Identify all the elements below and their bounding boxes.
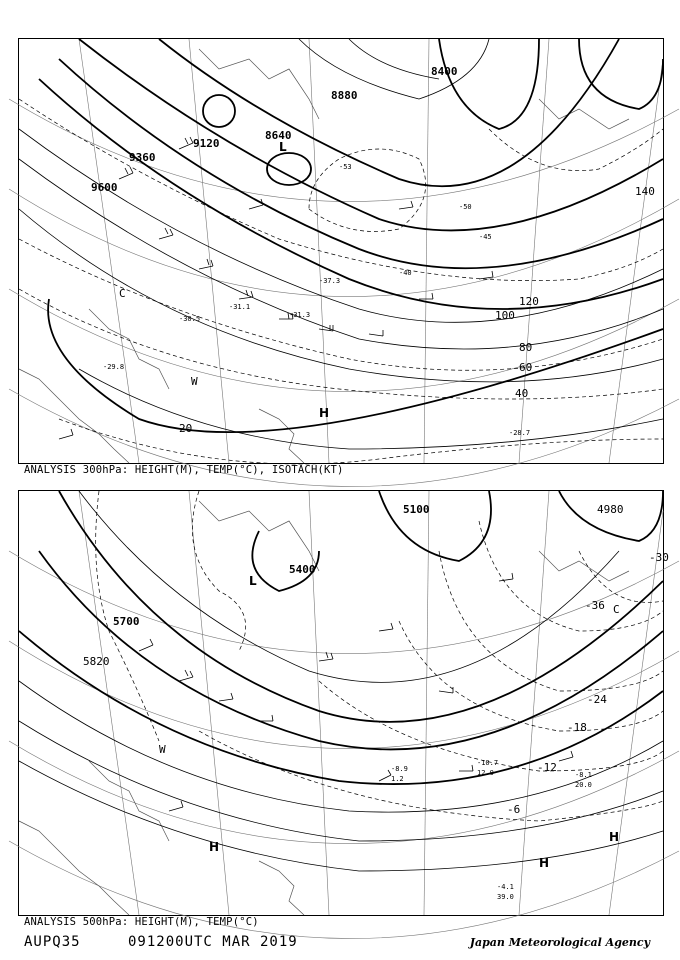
cold-center: C bbox=[119, 287, 126, 300]
station-value: 20.0 bbox=[575, 781, 592, 789]
panel-caption-500hpa: ANALYSIS 500hPa: HEIGHT(M), TEMP(°C) bbox=[24, 916, 259, 928]
temp-label: -40 bbox=[399, 269, 412, 277]
panel-caption-300hpa: ANALYSIS 300hPa: HEIGHT(M), TEMP(°C), ISOTACH(KT) bbox=[24, 464, 344, 476]
coastline bbox=[19, 501, 629, 915]
temp-label: -28.7 bbox=[509, 429, 531, 437]
height-label: 5400 bbox=[289, 563, 316, 576]
latlon-grid bbox=[9, 39, 679, 487]
station-value: -8.9 bbox=[391, 765, 408, 773]
station-value: 1.2 bbox=[391, 775, 404, 783]
temp-label: -24 bbox=[587, 693, 607, 706]
temp-label: -6 bbox=[507, 803, 521, 816]
low-center: L bbox=[249, 574, 257, 588]
warm-center: W bbox=[159, 743, 166, 756]
temp-label: -18 bbox=[567, 721, 587, 734]
temp-label: -36 bbox=[585, 599, 605, 612]
temp-label: -29.8 bbox=[103, 363, 125, 371]
temp-label: -30.5 bbox=[179, 315, 201, 323]
station-value: -4.1 bbox=[497, 883, 514, 891]
map-300hpa bbox=[18, 38, 664, 464]
temp-label: -37.3 bbox=[319, 277, 341, 285]
height-label: 5700 bbox=[113, 615, 140, 628]
chart-id: AUPQ35 bbox=[24, 934, 81, 950]
isotherm-contours bbox=[19, 99, 663, 464]
valid-time: 091200UTC MAR 2019 bbox=[128, 934, 298, 950]
high-center: H bbox=[319, 406, 330, 420]
agency-credit: Japan Meteorological Agency bbox=[469, 936, 650, 949]
isotach-label: 80 bbox=[519, 341, 533, 354]
map-500hpa bbox=[18, 490, 669, 916]
latlon-grid bbox=[9, 491, 679, 939]
high-center: H bbox=[539, 856, 550, 870]
station-value: 12.0 bbox=[477, 769, 494, 777]
high-center: H bbox=[209, 840, 220, 854]
high-center: H bbox=[609, 830, 620, 844]
wind-barbs bbox=[139, 573, 573, 811]
isotach-label: 40 bbox=[515, 387, 529, 400]
isotach-label: 140 bbox=[635, 185, 655, 198]
low-center: L bbox=[279, 140, 287, 154]
temp-label: -45 bbox=[479, 233, 492, 241]
temp-label: -53 bbox=[339, 163, 352, 171]
temp-label: -12 bbox=[537, 761, 557, 774]
contour-labels bbox=[91, 65, 655, 437]
height-label: 5100 bbox=[403, 503, 430, 516]
station-value: -8.1 bbox=[575, 771, 592, 779]
map-300hpa-svg bbox=[19, 39, 663, 463]
station-value: -10.7 bbox=[477, 759, 499, 767]
cold-center: C bbox=[613, 603, 620, 616]
isotach-label: 100 bbox=[495, 309, 515, 322]
height-label: 4980 bbox=[597, 503, 624, 516]
height-label: 9120 bbox=[193, 137, 220, 150]
height-contours-thin bbox=[19, 491, 663, 871]
temp-label: -31.3 bbox=[289, 311, 311, 319]
map-500hpa-svg bbox=[19, 491, 669, 915]
height-label: 8880 bbox=[331, 89, 358, 102]
isotach-label: 120 bbox=[519, 295, 539, 308]
height-label: 8400 bbox=[431, 65, 458, 78]
height-label: 5820 bbox=[83, 655, 110, 668]
isotach-label: 20 bbox=[179, 422, 193, 435]
isotach-label: 60 bbox=[519, 361, 533, 374]
height-label: 9600 bbox=[91, 181, 118, 194]
temp-label: -50 bbox=[459, 203, 472, 211]
height-label: 9360 bbox=[129, 151, 156, 164]
height-label: 8640 bbox=[265, 129, 292, 142]
station-value: 39.0 bbox=[497, 893, 514, 901]
warm-center: W bbox=[191, 375, 198, 388]
temp-label: -30 bbox=[649, 551, 669, 564]
temp-label: -31.1 bbox=[229, 303, 251, 311]
